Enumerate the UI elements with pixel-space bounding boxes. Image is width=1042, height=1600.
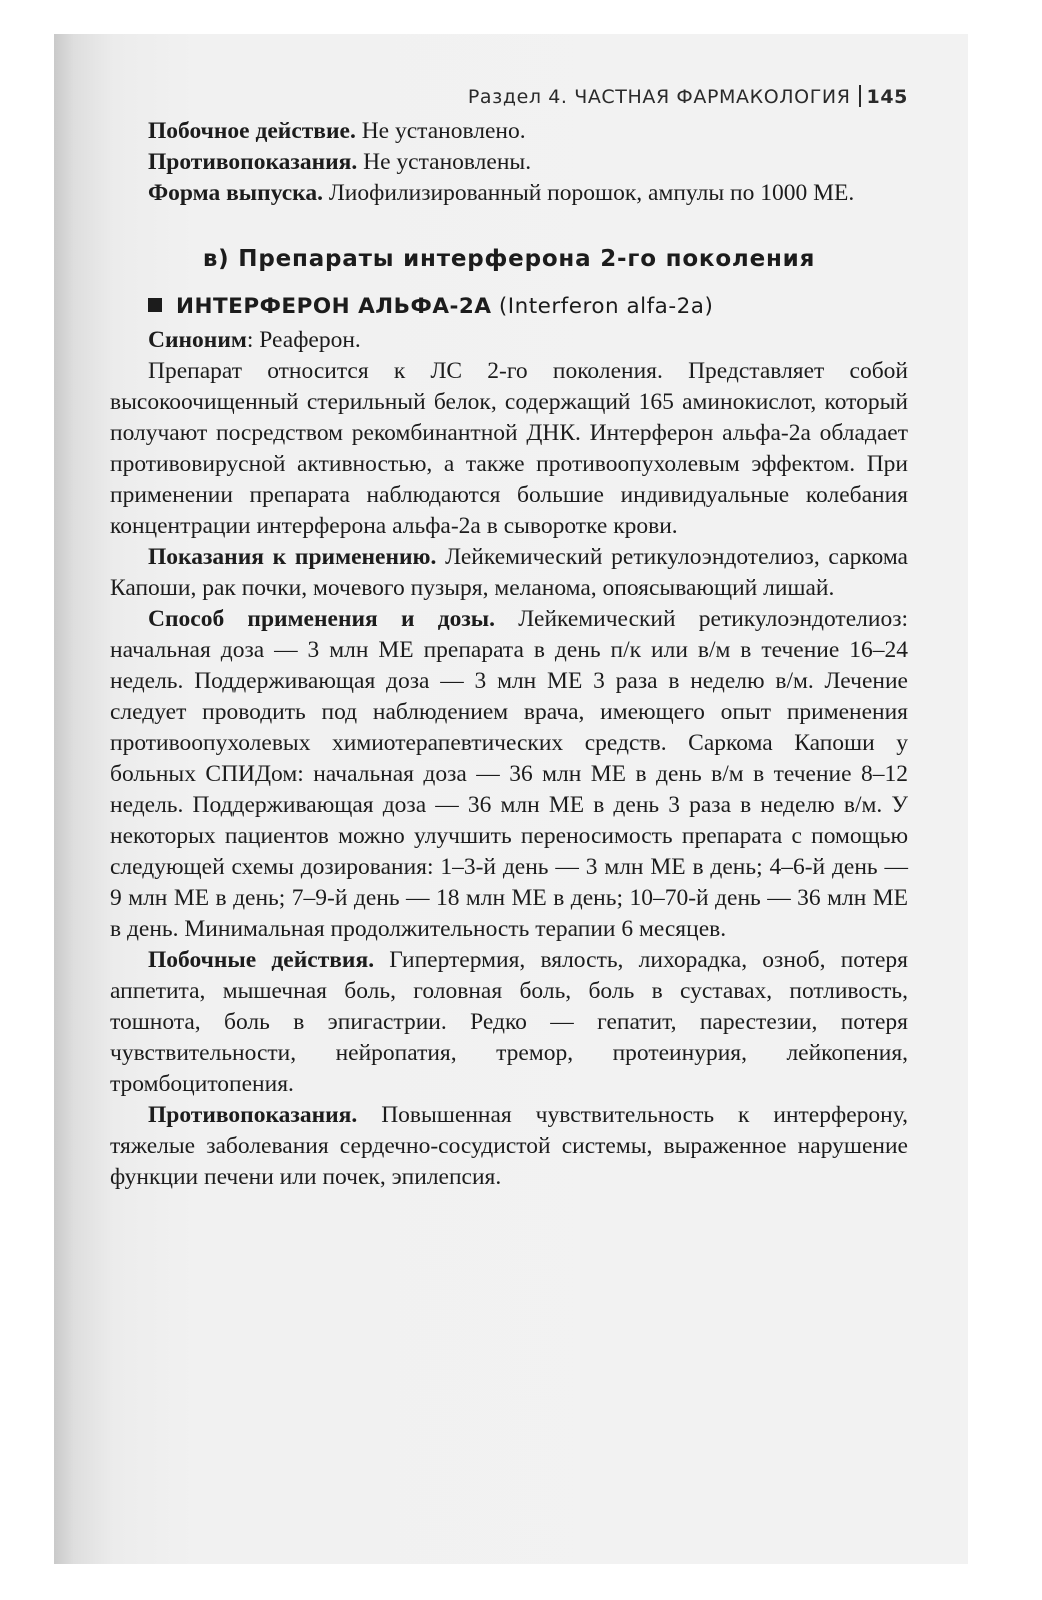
- side-effects-label: Побочные действия.: [148, 947, 375, 973]
- contraindications-label: Противопоказания.: [148, 1102, 358, 1128]
- prev-release-form-text: Лиофилизированный порошок, ампулы по 1000 МЕ.: [322, 180, 855, 206]
- page-content: [110, 82, 908, 1193]
- prev-contraindications-label: Противопоказания.: [148, 149, 358, 175]
- prev-contraindications-text: Не установлены.: [357, 149, 532, 175]
- dosage-text: Лейкемический ретикулоэндотелиоз: начальная доза — 3 млн МЕ препарата в день п/к или в/м в течение 16–24 недель. Поддерживающая доза — 3 млн МЕ 3 раза в неделю в/м. Лечение следует проводить под наблюдением врача, имеющего опыт применения противоопухолевых химиотерапевтических средств. Саркома Капоши у больных СПИДом: начальная доза — 36 млн МЕ в день в/м в течение 8–12 недель. Поддерживающая доза — 36 млн МЕ в день 3 раза в неделю в/м. У некоторых пациентов можно улучшить переносимость препарата с помощью следующей схемы дозирования: 1–3-й день — 3 млн МЕ в день; 4–6-й день — 9 млн МЕ в день; 7–9-й день — 18 млн МЕ в день; 10–70-й день — 36 млн МЕ в день. Минимальная продолжительность терапии 6 месяцев.: [110, 606, 909, 942]
- contraindications-paragraph: [110, 1100, 908, 1193]
- drug-latin-name: (Interferon alfa-2a): [491, 294, 714, 319]
- drug-heading: [148, 291, 908, 323]
- indications-label: Показания к применению.: [148, 544, 437, 570]
- drug-name: ИНТЕРФЕРОН АЛЬФА-2А: [176, 294, 492, 319]
- description-paragraph: Препарат относится к ЛС 2-го поколения. Представляет собой высокоочищенный стерильный белок, содержащий 165 аминокислот, который получают посредством рекомбинантной ДНК. Интерферон альфа-2а обладает противовирусной активностью, а также противоопухолевым эффектом. При применении препарата наблюдаются большие индивидуальные колебания концентрации интерферона альфа-2а в сыворотке крови.: [110, 358, 908, 539]
- contraindications-text: Повышенная чувствительность к интерферону, тяжелые заболевания сердечно-сосудистой системы, выраженное нарушение функции печени или почек, эпилепсия.: [110, 1102, 908, 1190]
- prev-contraindications-paragraph: [110, 147, 908, 178]
- page-number: 145: [866, 86, 908, 108]
- running-header: [110, 82, 908, 113]
- prev-side-effects-text: Не установлено.: [355, 118, 526, 144]
- header-separator: [859, 85, 861, 107]
- dosage-paragraph: [110, 604, 908, 945]
- prev-side-effects-paragraph: [110, 116, 908, 147]
- section-title: Раздел 4. ЧАСТНАЯ ФАРМАКОЛОГИЯ: [467, 86, 851, 108]
- dosage-label: Способ применения и дозы.: [148, 606, 496, 632]
- side-effects-paragraph: [110, 945, 908, 1100]
- synonym-paragraph: [110, 325, 908, 356]
- square-bullet-icon: [148, 298, 162, 312]
- prev-release-form-paragraph: [110, 178, 908, 209]
- section-heading: в) Препараты интерферона 2-го поколения: [202, 246, 816, 272]
- indications-text: Лейкемический ретикулоэндотелиоз, саркома Капоши, рак почки, мочевого пузыря, меланома, опоясывающий лишай.: [110, 544, 908, 601]
- synonym-text: : Реаферон.: [246, 327, 361, 353]
- prev-release-form-label: Форма выпуска.: [148, 180, 323, 206]
- prev-side-effects-label: Побочное действие.: [148, 118, 356, 144]
- scanned-page: [54, 34, 968, 1564]
- side-effects-text: Гипертермия, вялость, лихорадка, озноб, потеря аппетита, мышечная боль, головная боль, боль в суставах, потливость, тошнота, боль в эпигастрии. Редко — гепатит, парестезии, потеря чувствительности, нейропатия, тремор, протеинурия, лейкопения, тромбоцитопения.: [110, 947, 908, 1097]
- indications-paragraph: [110, 542, 908, 604]
- synonym-label: Синоним: [148, 327, 247, 353]
